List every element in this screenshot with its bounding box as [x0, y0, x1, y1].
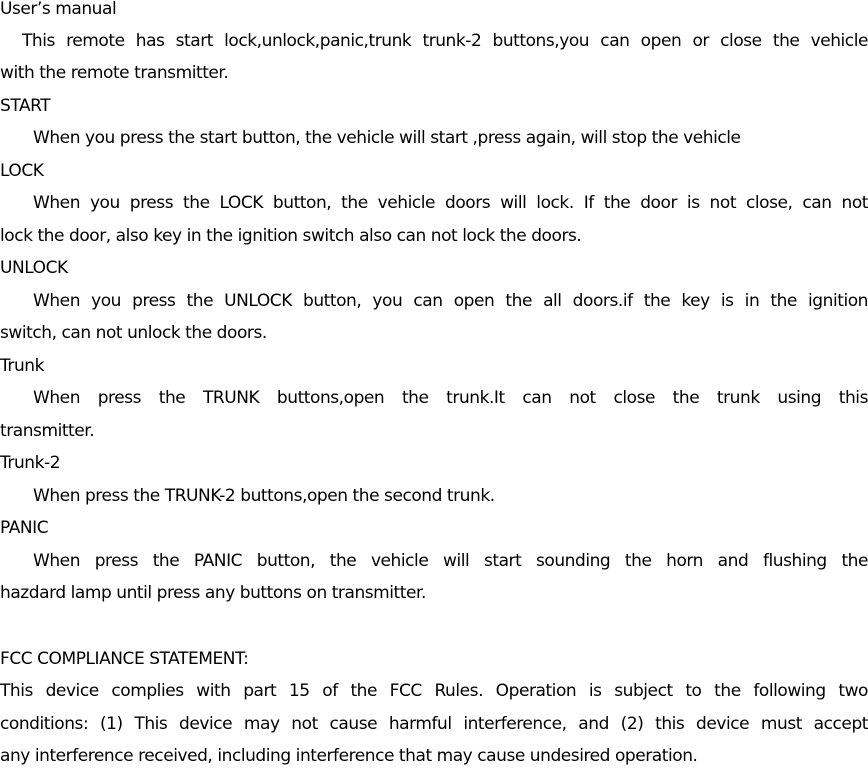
- section-body-line: hazdard lamp until press any buttons on transmitter.: [0, 583, 426, 603]
- fcc-statement-line: any interference received, including interference that may cause undesired operation.: [0, 746, 698, 766]
- intro-paragraph-line: with the remote transmitter.: [0, 63, 229, 83]
- section-heading-trunk-2: Trunk-2: [0, 453, 61, 473]
- section-body-line: transmitter.: [0, 421, 95, 441]
- section-body-line: When press the TRUNK-2 buttons,open the second trunk.: [33, 486, 495, 506]
- section-body-line: When press the PANIC button, the vehicle will start sounding the horn and flushing the: [33, 551, 868, 571]
- intro-paragraph-line: This remote has start lock,unlock,panic,trunk trunk-2 buttons,you can open or close the vehicle: [22, 31, 868, 51]
- section-heading-panic: PANIC: [0, 518, 49, 538]
- fcc-heading: FCC COMPLIANCE STATEMENT:: [0, 649, 249, 669]
- fcc-statement-line: conditions: (1) This device may not cause harmful interference, and (2) this device must accept: [0, 714, 868, 734]
- section-heading-trunk: Trunk: [0, 356, 45, 376]
- fcc-statement-line: This device complies with part 15 of the FCC Rules. Operation is subject to the following two: [0, 681, 868, 701]
- section-heading-unlock: UNLOCK: [0, 258, 68, 278]
- section-heading-lock: LOCK: [0, 161, 44, 181]
- section-body-line: When press the TRUNK buttons,open the trunk.It can not close the trunk using this: [33, 388, 868, 408]
- section-body-line: When you press the start button, the vehicle will start ,press again, will stop the vehicle: [33, 128, 741, 148]
- section-body-line: switch, can not unlock the doors.: [0, 323, 267, 343]
- document-title: User’s manual: [0, 0, 117, 19]
- section-body-line: lock the door, also key in the ignition switch also can not lock the doors.: [0, 226, 582, 246]
- section-body-line: When you press the UNLOCK button, you can open the all doors.if the key is in the ignition: [33, 291, 868, 311]
- section-heading-start: START: [0, 96, 51, 116]
- section-body-line: When you press the LOCK button, the vehicle doors will lock. If the door is not close, can not: [33, 193, 868, 213]
